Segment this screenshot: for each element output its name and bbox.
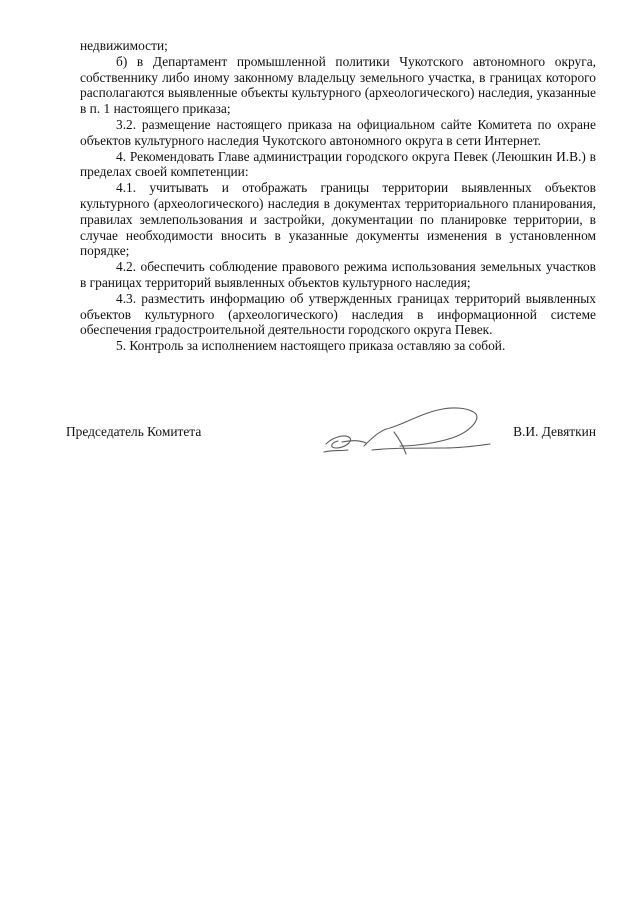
paragraph-4-2-legal-regime: 4.2. обеспечить соблюдение правового режима использования земельных участков в границах территорий выявленных объектов культурного наследия;: [80, 259, 596, 290]
paragraph-b-department: б) в Департамент промышленной политики Чукотского автономного округа, собственнику либо иному законному владельцу земельного участка, в границах которого располагаются выявленные объекты культурного (археологического) наследия, указанные в п. 1 настоящего приказа;: [80, 53, 596, 117]
paragraph-4-recommend: 4. Рекомендовать Главе администрации городского округа Певек (Леюшкин И.В.) в пределах своей компетенции:: [80, 148, 596, 180]
handwritten-signature: [320, 404, 510, 460]
paragraph-4-1-boundaries: 4.1. учитывать и отображать границы территории выявленных объектов культурного (археологического) наследия в документах территориального планирования, правилах землепользования и застройки, документации по планировке территории, в случае необходимости вносить в указанные документы изменения в установленном порядке;: [80, 180, 596, 259]
paragraph-5-control: 5. Контроль за исполнением настоящего приказа оставляю за собой.: [116, 338, 506, 354]
paragraph-3-2-website: 3.2. размещение настоящего приказа на официальном сайте Комитета по охране объектов культурного наследия Чукотского автономного округа в сети Интернет.: [80, 116, 596, 148]
signatory-name: В.И. Девяткин: [513, 424, 596, 439]
document-body: [80, 38, 596, 354]
paragraph-property: недвижимости;: [80, 38, 168, 53]
signature-block: [66, 416, 596, 476]
paragraph-4-3-information: 4.3. разместить информацию об утвержденных границах территорий выявленных объектов культурного (археологического) наследия в информационной системе обеспечения градостроительной деятельности городского округа Певек.: [80, 290, 596, 338]
signatory-title: Председатель Комитета: [66, 424, 202, 439]
